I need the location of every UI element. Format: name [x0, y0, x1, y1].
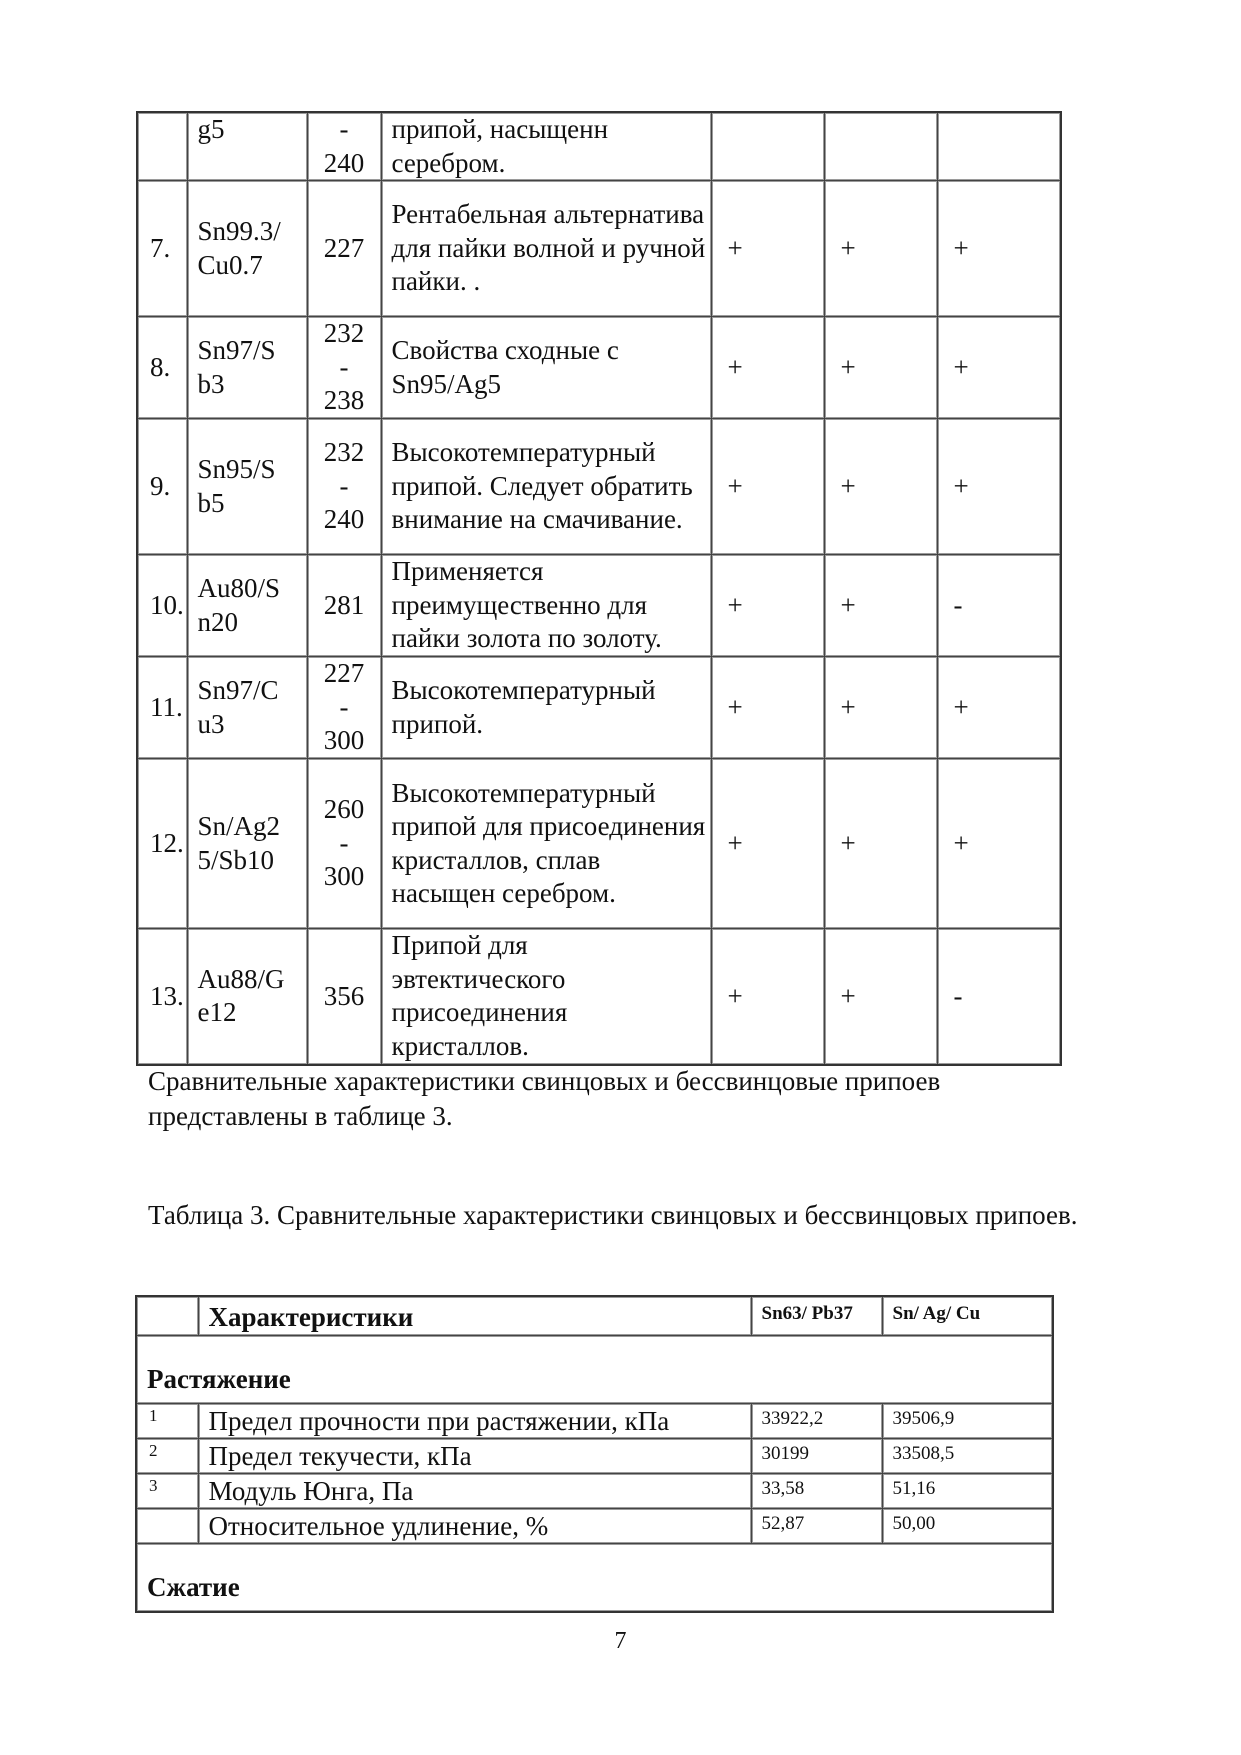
- compat-mark-2: [824, 112, 937, 181]
- header-col-sn-ag-cu: Sn/ Ag/ Cu: [882, 1296, 1053, 1336]
- alloy-description: Высокотемпературный припой. Следует обратить внимание на смачивание.: [381, 419, 711, 555]
- row-index: [136, 1509, 198, 1544]
- solder-table-body: [137, 112, 1061, 1065]
- compat-mark-3: +: [937, 317, 1061, 419]
- compat-mark-2: +: [824, 657, 937, 759]
- compat-mark-2: +: [824, 929, 937, 1065]
- value-sn-ag-cu: 51,16: [882, 1474, 1053, 1509]
- compat-mark-1: +: [711, 657, 824, 759]
- alloy-description: Высокотемпературный припой для присоединения кристаллов, сплав насыщен серебром.: [381, 759, 711, 929]
- alloy-name: Sn99.3/ Cu0.7: [187, 181, 307, 317]
- value-sn-pb: 33,58: [751, 1474, 882, 1509]
- table-row: [136, 1404, 1053, 1439]
- table-row: [137, 419, 1061, 555]
- property-name: Предел текучести, кПа: [198, 1439, 751, 1474]
- compat-mark-1: +: [711, 317, 824, 419]
- table-row: [136, 1474, 1053, 1509]
- row-index: 1: [136, 1404, 198, 1439]
- solder-table-continued: [136, 111, 1062, 1066]
- compat-mark-1: +: [711, 759, 824, 929]
- section-compression: Сжатие: [136, 1544, 1053, 1612]
- melting-temperature: 232 - 240: [307, 419, 381, 555]
- melting-temperature: 260 - 300: [307, 759, 381, 929]
- alloy-description: Высокотемпературный припой.: [381, 657, 711, 759]
- compat-mark-3: -: [937, 555, 1061, 657]
- compat-mark-1: +: [711, 419, 824, 555]
- property-name: Предел прочности при растяжении, кПа: [198, 1404, 751, 1439]
- row-number: 10.: [137, 555, 187, 657]
- section-tension: Растяжение: [136, 1336, 1053, 1404]
- alloy-description: Припой для эвтектического присоединения кристаллов.: [381, 929, 711, 1065]
- melting-temperature: 227: [307, 181, 381, 317]
- row-index: 2: [136, 1439, 198, 1474]
- row-number: [137, 112, 187, 181]
- row-number: 9.: [137, 419, 187, 555]
- value-sn-pb: 33922,2: [751, 1404, 882, 1439]
- compat-mark-1: [711, 112, 824, 181]
- alloy-name: Au80/S n20: [187, 555, 307, 657]
- section-row: [136, 1336, 1053, 1404]
- compat-mark-2: +: [824, 419, 937, 555]
- comparison-table-body: [136, 1296, 1053, 1612]
- table-row: [136, 1509, 1053, 1544]
- value-sn-ag-cu: 50,00: [882, 1509, 1053, 1544]
- compat-mark-2: +: [824, 181, 937, 317]
- header-col-sn-pb: Sn63/ Pb37: [751, 1296, 882, 1336]
- alloy-name: g5: [187, 112, 307, 181]
- alloy-description: Применяется преимущественно для пайки золота по золоту.: [381, 555, 711, 657]
- table-caption: Таблица 3. Сравнительные характеристики свинцовых и бессвинцовых припоев.: [148, 1200, 1078, 1230]
- table-row: [137, 759, 1061, 929]
- alloy-name: Sn97/C u3: [187, 657, 307, 759]
- melting-temperature: 281: [307, 555, 381, 657]
- property-name: Модуль Юнга, Па: [198, 1474, 751, 1509]
- reference-paragraph: Сравнительные характеристики свинцовых и бессвинцовые припоев представлены в таблице 3.: [148, 1066, 941, 1131]
- value-sn-ag-cu: 39506,9: [882, 1404, 1053, 1439]
- table-row: [137, 317, 1061, 419]
- row-number: 7.: [137, 181, 187, 317]
- compat-mark-3: +: [937, 657, 1061, 759]
- compat-mark-2: +: [824, 759, 937, 929]
- compat-mark-1: +: [711, 181, 824, 317]
- melting-temperature: - 240: [307, 112, 381, 181]
- compat-mark-3: +: [937, 181, 1061, 317]
- alloy-description: Свойства сходные с Sn95/Ag5: [381, 317, 711, 419]
- value-sn-pb: 52,87: [751, 1509, 882, 1544]
- row-number: 11.: [137, 657, 187, 759]
- property-name: Относительное удлинение, %: [198, 1509, 751, 1544]
- table-row: [137, 112, 1061, 181]
- value-sn-ag-cu: 33508,5: [882, 1439, 1053, 1474]
- compat-mark-1: +: [711, 555, 824, 657]
- compat-mark-3: [937, 112, 1061, 181]
- table-header-row: [136, 1296, 1053, 1336]
- row-number: 12.: [137, 759, 187, 929]
- compat-mark-3: +: [937, 759, 1061, 929]
- page-number: 7: [614, 1628, 627, 1654]
- compat-mark-3: +: [937, 419, 1061, 555]
- compat-mark-1: +: [711, 929, 824, 1065]
- alloy-name: Sn97/S b3: [187, 317, 307, 419]
- header-characteristics: Характеристики: [198, 1296, 751, 1336]
- alloy-name: Sn/Ag2 5/Sb10: [187, 759, 307, 929]
- table-row: [137, 657, 1061, 759]
- table-row: [137, 929, 1061, 1065]
- comparison-table: [135, 1295, 1054, 1613]
- compat-mark-2: +: [824, 555, 937, 657]
- value-sn-pb: 30199: [751, 1439, 882, 1474]
- section-row: [136, 1544, 1053, 1612]
- table-row: [137, 181, 1061, 317]
- compat-mark-2: +: [824, 317, 937, 419]
- melting-temperature: 232 - 238: [307, 317, 381, 419]
- compat-mark-3: -: [937, 929, 1061, 1065]
- melting-temperature: 227 - 300: [307, 657, 381, 759]
- row-number: 13.: [137, 929, 187, 1065]
- table-row: [137, 555, 1061, 657]
- row-index: 3: [136, 1474, 198, 1509]
- alloy-name: Au88/G e12: [187, 929, 307, 1065]
- alloy-description: Рентабельная альтернатива для пайки волной и ручной пайки. .: [381, 181, 711, 317]
- row-number: 8.: [137, 317, 187, 419]
- table-row: [136, 1439, 1053, 1474]
- melting-temperature: 356: [307, 929, 381, 1065]
- alloy-name: Sn95/S b5: [187, 419, 307, 555]
- alloy-description: припой, насыщенн серебром.: [381, 112, 711, 181]
- header-index-cell: [136, 1296, 198, 1336]
